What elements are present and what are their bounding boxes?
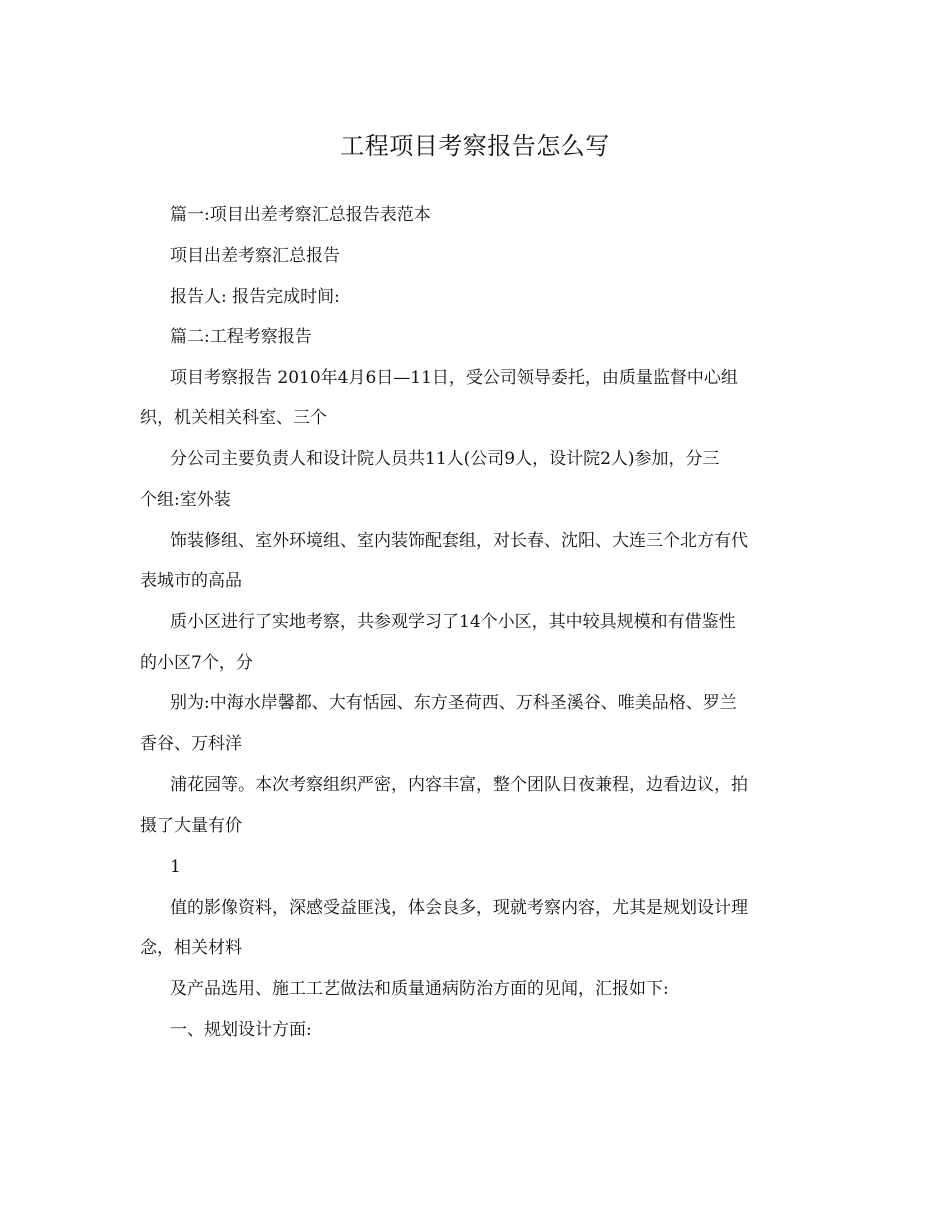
text-line: 及产品选用、施工工艺做法和质量通病防治方面的见闻，汇报如下: bbox=[170, 979, 669, 999]
text-line: 项目考察报告 2010年4月6日—11日，受公司领导委托，由质量监督中心组 bbox=[170, 368, 738, 388]
text-line: 别为:中海水岸馨都、大有恬园、东方圣荷西、万科圣溪谷、唯美品格、罗兰 bbox=[170, 693, 737, 713]
section-heading: 一、规划设计方面: bbox=[170, 1020, 312, 1040]
text-line: 织，机关相关科室、三个 bbox=[140, 408, 327, 428]
text-line: 摄了大量有价 bbox=[140, 816, 242, 836]
text-line: 念，相关材料 bbox=[140, 938, 242, 958]
document-title: 工程项目考察报告怎么写 bbox=[340, 132, 610, 160]
text-line: 的小区7个，分 bbox=[140, 653, 253, 673]
text-line: 报告人: 报告完成时间: bbox=[170, 287, 340, 307]
text-line: 质小区进行了实地考察，共参观学习了14个小区，其中较具规模和有借鉴性 bbox=[170, 612, 736, 632]
text-line: 项目出差考察汇总报告 bbox=[170, 246, 340, 266]
text-line: 篇二:工程考察报告 bbox=[170, 327, 312, 347]
text-line: 个组:室外装 bbox=[140, 490, 231, 510]
text-line: 分公司主要负责人和设计院人员共11人(公司9人，设计院2人)参加，分三 bbox=[170, 449, 720, 469]
text-line: 饰装修组、室外环境组、室内装饰配套组，对长春、沈阳、大连三个北方有代 bbox=[170, 531, 748, 551]
text-line: 浦花园等。本次考察组织严密，内容丰富，整个团队日夜兼程，边看边议，拍 bbox=[170, 775, 748, 795]
text-line: 表城市的高品 bbox=[140, 571, 242, 591]
text-line: 篇一:项目出差考察汇总报告表范本 bbox=[170, 205, 431, 225]
page-number: 1 bbox=[170, 857, 181, 877]
text-line: 香谷、万科洋 bbox=[140, 734, 242, 754]
text-line: 值的影像资料，深感受益匪浅，体会良多，现就考察内容，尤其是规划设计理 bbox=[170, 898, 748, 918]
